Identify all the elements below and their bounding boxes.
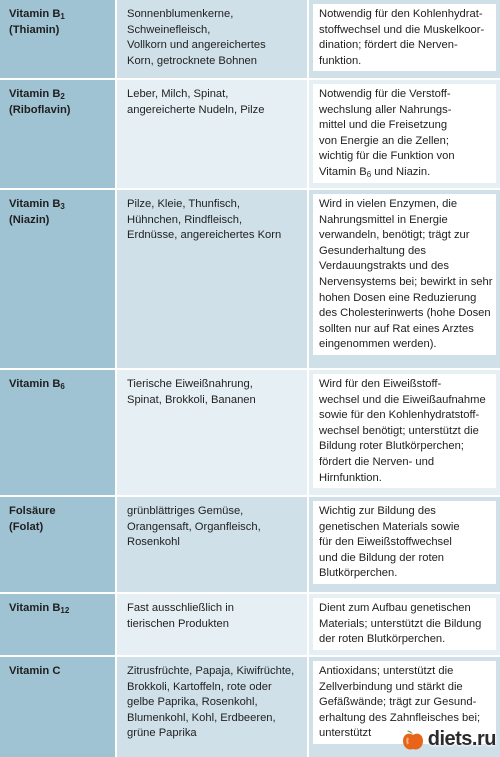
table-row [0,594,500,657]
sources-cell: Tierische Eiweißnahrung, Spinat, Brokkoli, Bananen [115,370,307,495]
table-row [0,80,500,190]
vitamin-name: Vitamin $B_{12}$ [0,594,115,655]
vitamin-name: Folsäure (Folat) [0,497,115,592]
table-row [0,190,500,370]
function-cell: Antioxidans; unterstützt die Zellverbindung und stärkt die Gefäßwände; trägt zur Gesund- erhaltung des Zahnfleisches bei; unterstützt [307,657,500,757]
sources-cell: Zitrusfrüchte, Papaja, Kiwifrüchte, Brokkoli, Kartoffeln, rote oder gelbe Paprika, Rosenkohl, Blumenkohl, Kohl, Erdbeeren, grüne Paprika [115,657,307,757]
table-row [0,497,500,594]
function-cell: Wichtig zur Bildung des genetischen Materials sowie für den Eiweißstoffwechsel und die Bildung der roten Blutkörperchen. [307,497,500,592]
function-cell: Wird für den Eiweißstoff- wechsel und die Eiweißaufnahme sowie für den Kohlenhydratstoff- wechsel benötigt; unterstützt die Bildung roter Blutkörperchen; fördert die Nerven- und Hirnfunktion. [307,370,500,495]
function-cell: Notwendig für die Verstoff- wechslung aller Nahrungs- mittel und die Freisetzung von Energie an die Zellen; wichtig für die Funktion von Vitamin $B_6$ und Niazin. [307,80,500,188]
sources-cell: Leber, Milch, Spinat, angereicherte Nudeln, Pilze [115,80,307,188]
vitamin-name: Vitamin $B_2$ (Riboflavin) [0,80,115,188]
vitamin-name: Vitamin C [0,657,115,757]
sources-cell: Pilze, Kleie, Thunfisch, Hühnchen, Rindfleisch, Erdnüsse, angereichertes Korn [115,190,307,368]
vitamin-name: Vitamin $B_6$ [0,370,115,495]
function-cell: Dient zum Aufbau genetischen Materials; unterstützt die Bildung der roten Blutkörperchen. [307,594,500,655]
logo-text: diets.ru [427,728,496,751]
apple-icon [400,727,426,753]
table-row [0,0,500,80]
table-row [0,370,500,497]
sources-cell: Fast ausschließlich in tierischen Produkten [115,594,307,655]
vitamin-name: Vitamin $B_3$ (Niazin) [0,190,115,368]
vitamin-name: Vitamin $B_1$ (Thiamin) [0,0,115,78]
sources-cell: Sonnenblumenkerne, Schweinefleisch, Vollkorn und angereichertes Korn, getrocknete Bohnen [115,0,307,78]
function-cell: Wird in vielen Enzymen, die Nahrungsmittel in Energie verwandeln, benötigt; trägt zur Gesunderhaltung des Verdauungstrakts und des Nervensystems bei; bewirkt in sehr hohen Dosen eine Reduzierung des Cholesterinwerts (hohe Dosen sollten nur auf Rat eines Arztes eingenommen werden). [307,190,500,368]
sources-cell: grünblättriges Gemüse, Orangensaft, Organfleisch, Rosenkohl [115,497,307,592]
diets-logo [400,727,496,753]
function-cell: Notwendig für den Kohlenhydrat- stoffwechsel und die Muskelkoor- dination; fördert die Nerven- funktion. [307,0,500,78]
